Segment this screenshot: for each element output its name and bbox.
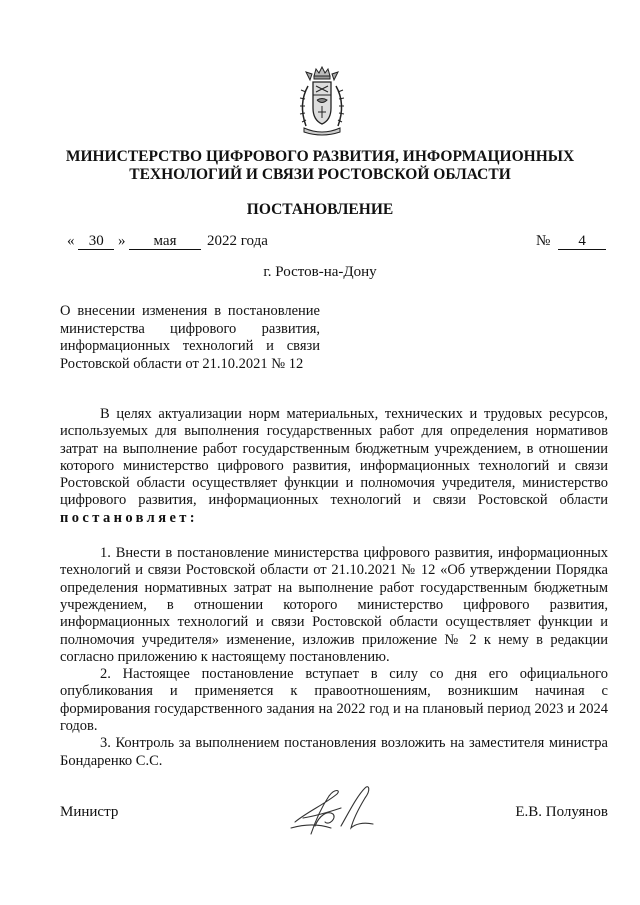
date-year: 2022 года: [207, 233, 268, 249]
city-line: г. Ростов-на-Дону: [263, 264, 377, 280]
date-day: [67, 232, 126, 250]
document-number-value: 4: [558, 234, 606, 250]
ministry-name-line1: МИНИСТЕРСТВО ЦИФРОВОГО РАЗВИТИЯ, ИНФОРМАЦИОННЫХ: [65, 148, 575, 165]
date-month-value: мая: [129, 234, 201, 250]
signer-name: Е.В. Полуянов: [515, 804, 608, 820]
document-type-title: ПОСТАНОВЛЕНИЕ: [246, 201, 394, 218]
document-body: [60, 406, 608, 770]
signer-position: Министр: [60, 804, 119, 820]
ministry-name-line2: ТЕХНОЛОГИЙ И СВЯЗИ РОСТОВСКОЙ ОБЛАСТИ: [129, 166, 511, 183]
date-quote-close: »: [118, 233, 126, 249]
preamble-paragraph: [60, 406, 608, 527]
decree-word: постановляет:: [60, 509, 199, 526]
ministry-name: [40, 148, 600, 184]
document-number: [536, 232, 606, 250]
handwritten-signature: [285, 782, 383, 840]
item-2: 2. Настоящее постановление вступает в силу со дня его официального опубликования и применяется к правоотношениям, возникшим начиная с формирования государственного задания на 2022 год и на плановый период 2023 и 2024 годов.: [60, 666, 608, 735]
document-subject: О внесении изменения в постановление министерства цифрового развития, информационных технологий и связи Ростовской области от 21.10.2021 № 12: [60, 303, 320, 372]
date-month: [129, 232, 201, 250]
item-1: 1. Внести в постановление министерства цифрового развития, информационных технологий и связи Ростовской области от 21.10.2021 № 12 «Об утверждении Порядка определения нормативных затрат на выполнение работ государственным бюджетным учреждением, в отношении которого министерство цифрового развития, информационных технологий и связи Ростовской области осуществляет функции и полномочия учредителя» изменение, изложив приложение № 2 к нему в редакции согласно приложению к настоящему постановлению.: [60, 545, 608, 665]
number-sign: №: [536, 233, 551, 249]
date-day-value: 30: [78, 234, 114, 250]
coat-of-arms-emblem: [296, 66, 348, 138]
item-3: 3. Контроль за выполнением постановления возложить на заместителя министра Бондаренко С.С.: [60, 735, 608, 769]
date-quote-open: «: [67, 233, 75, 249]
preamble-text: В целях актуализации норм материальных, технических и трудовых ресурсов, используемых для выполнения государственных работ для определения нормативов затрат на выполнение работ государственным бюджетным учреждением, в отношении которого министерство цифрового развития, информационных технологий и связи Ростовской области осуществляет функции и полномочия учредителя, министерство цифрового развития, информационных технологий и связи Ростовской области: [60, 406, 608, 509]
